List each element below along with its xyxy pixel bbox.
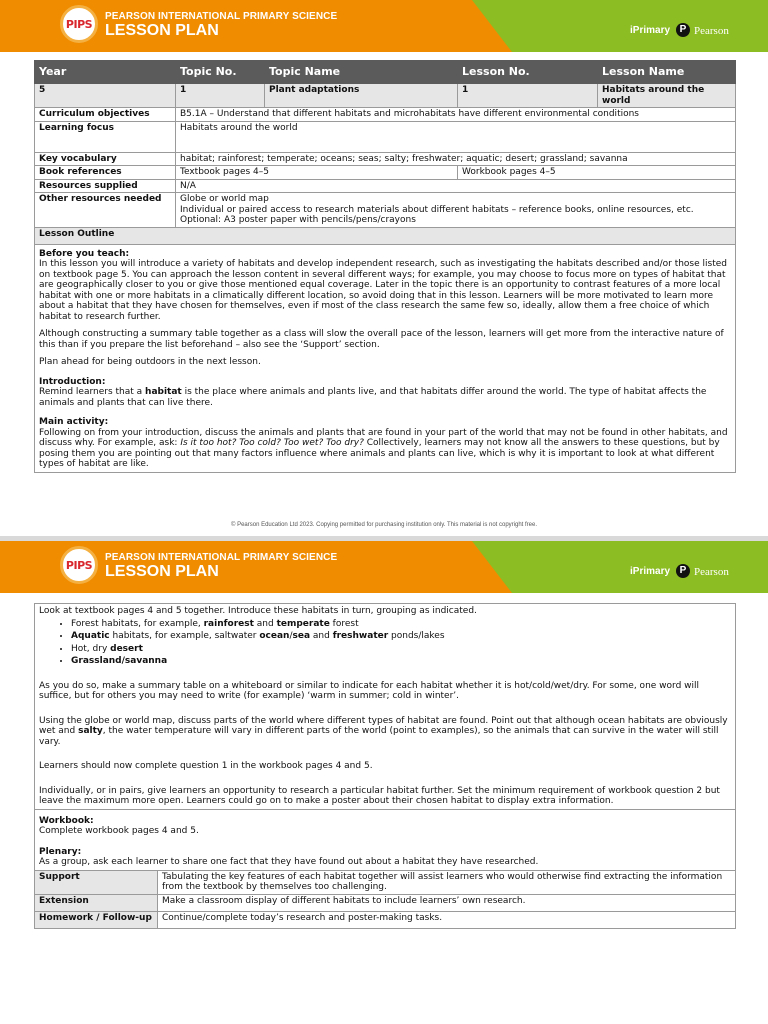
pearson-logo-icon: P: [676, 564, 690, 578]
text-span: sea: [292, 631, 311, 641]
resources-supplied-row: [35, 179, 736, 193]
habitat-list: [39, 619, 731, 667]
resources-supplied-label: Resources supplied: [35, 179, 176, 193]
text-span: , the water temperature will vary in different parts of the world (point to examples), so the animals that can survive in the water will still vary.: [39, 726, 719, 747]
list-item: [71, 656, 731, 667]
page-2: [0, 541, 768, 1024]
summary-table-paragraph: Although constructing a summary table together as a class will slow the overall pace of the lesson, learners will get more from the interactive nature of this than if you prepare the list beforehand – also see the ‘Support’ section.: [39, 329, 724, 350]
key-vocabulary-value: habitat; rainforest; temperate; oceans; seas; salty; freshwater; aquatic; desert; grassland; savanna: [176, 152, 736, 166]
other-resources-label: Other resources needed: [35, 193, 176, 228]
other-resource-line: Optional: A3 poster paper with pencils/pens/crayons: [180, 215, 416, 225]
text-span: and: [310, 631, 333, 641]
series-title: PEARSON INTERNATIONAL PRIMARY SCIENCE: [105, 552, 338, 563]
text-span: Collectively, learners may not know all the answers to these questions, but by posing them you are pointing out that many factors influence where animals and plants can live, which is why it is important to look at what different types of habitat are like.: [39, 438, 720, 469]
text-span: Aquatic: [71, 631, 110, 641]
header-lesson-name: Lesson Name: [598, 61, 736, 84]
learning-focus-label: Learning focus: [35, 121, 176, 152]
text-span: forest: [329, 618, 359, 629]
book-references-row: [35, 166, 736, 180]
other-resources-row: [35, 193, 736, 228]
header-year: Year: [35, 61, 176, 84]
text-span: and: [253, 618, 277, 629]
lesson-outline-heading: Lesson Outline: [35, 227, 736, 244]
extension-label: Extension: [35, 894, 158, 911]
textbook-intro-paragraph: Look at textbook pages 4 and 5 together. Introduce these habitats in turn, grouping as indicated.: [39, 606, 477, 616]
pips-logo-text: PIPS: [65, 558, 93, 572]
text-span: habitats, for example, saltwater: [109, 631, 260, 641]
year-value: 5: [35, 84, 176, 108]
pearson-wordmark: Pearson: [694, 566, 729, 578]
text-span: Grassland/savanna: [71, 656, 168, 666]
workbook-heading: Workbook:: [39, 815, 94, 826]
copyright-footer: © Pearson Education Ltd 2023. Copying permitted for purchasing institution only. This material is not copyright free.: [230, 522, 538, 528]
plenary-heading: Plenary:: [39, 846, 82, 857]
plenary-text: As a group, ask each learner to share one fact that they have found out about a habitat they have researched.: [39, 857, 539, 867]
research-paragraph: Individually, or in pairs, give learners an opportunity to research a particular habitat further. Set the minimum requirement of workbook question 2 but leave the maximum more open. Learners could go on to make a poster about their chosen habitat to display extra information.: [39, 785, 720, 806]
homework-label: Homework / Follow-up: [35, 911, 158, 928]
support-text: Tabulating the key features of each habitat together will assist learners who would otherwise find extracting the information from the textbook by themselves too challenging.: [158, 870, 736, 894]
lesson-outline-continued-row: [35, 604, 736, 810]
learning-focus-row: [35, 121, 736, 152]
before-you-teach-heading: Before you teach:: [39, 248, 130, 259]
pips-logo: [60, 5, 98, 43]
extension-text: Make a classroom display of different habitats to include learners’ own research.: [158, 894, 736, 911]
other-resource-line: Globe or world map: [180, 194, 269, 204]
learning-focus-value: Habitats around the world: [176, 121, 736, 152]
lesson-outline-heading-row: [35, 227, 736, 244]
introduction-heading: Introduction:: [39, 376, 106, 387]
support-row: [35, 870, 736, 894]
text-span: freshwater: [332, 631, 389, 641]
globe-paragraph: [39, 716, 731, 748]
main-activity-heading: Main activity:: [39, 417, 109, 427]
question-prompts: Is it too hot? Too cold? Too wet? Too dry?: [180, 438, 364, 448]
other-resource-line: Individual or paired access to research materials about different habitats – reference books, online resources, etc.: [180, 204, 694, 215]
document-type: LESSON PLAN: [105, 22, 219, 39]
list-item: [71, 631, 731, 642]
lesson-outline-body: [35, 244, 736, 472]
text-span: is the place where animals and plants live, and that habitats differ around the world. The type of habitat affects the animals and plants that can live there.: [39, 387, 707, 408]
lesson-plan-table: [34, 60, 736, 473]
habitat-term: habitat: [145, 387, 182, 397]
summary-table-paragraph: As you do so, make a summary table on a whiteboard or similar to indicate for each habitat whether it is hot/cold/wet/dry. For some, one word will suffice, but for others you may need to write (for example) ‘warm in summer; cold in winter’.: [39, 680, 700, 701]
lesson-plan-table-continued: [34, 603, 736, 929]
lesson-outline-row: [35, 244, 736, 472]
text-span: Following on from your introduction, discuss the animals and plants that are found in your part of the world that may not be found in other habitats, and discuss why. For example, ask:: [39, 427, 728, 448]
header-banner: [0, 541, 768, 593]
pearson-wordmark: Pearson: [694, 25, 729, 37]
pearson-logo-icon: P: [676, 23, 690, 37]
support-label: Support: [35, 870, 158, 894]
series-title: PEARSON INTERNATIONAL PRIMARY SCIENCE: [105, 11, 338, 22]
text-span: Hot, dry: [71, 643, 111, 654]
list-item: [71, 619, 731, 630]
workbook-reference: Workbook pages 4–5: [458, 166, 736, 180]
text-span: ocean: [259, 631, 290, 641]
header-lesson-no: Lesson No.: [458, 61, 598, 84]
pips-logo: [60, 546, 98, 584]
lesson-name-value: Habitats around the world: [598, 84, 736, 108]
header-topic-name: Topic Name: [265, 61, 458, 84]
header-banner: [0, 0, 768, 52]
text-span: salty: [78, 726, 103, 736]
text-span: Forest habitats, for example,: [71, 618, 204, 629]
extension-row: [35, 894, 736, 911]
workbook-text: Complete workbook pages 4 and 5.: [39, 826, 199, 836]
homework-row: [35, 911, 736, 928]
iprimary-logo: iPrimary: [630, 25, 671, 36]
workbook-plenary-row: [35, 809, 736, 870]
text-span: /: [289, 631, 293, 641]
text-span: temperate: [276, 618, 330, 629]
document-type: LESSON PLAN: [105, 563, 219, 580]
text-span: Remind learners that a: [39, 387, 146, 397]
question-one-paragraph: Learners should now complete question 1 in the workbook pages 4 and 5.: [39, 761, 373, 771]
curriculum-label: Curriculum objectives: [35, 108, 176, 122]
pips-logo-text: PIPS: [65, 17, 93, 31]
before-you-teach-paragraph: In this lesson you will introduce a variety of habitats and develop independent research, such as investigating the habitats described and/or those listed on textbook page 5. You can approach the lesson content in several different ways; for example, you may choose to focus more on types of habitat that are geographically closer to you or give those mentioned equal coverage. Later in the topic there is an opportunity to contrast features of a more local habitat with one or more habitats in a climatically different location, so avoid doing that in this lesson. Learners will be more motivated to learn more about a habitat that they have chosen for themselves, even if most of the class research the same few so, ideally, allow them a free choice of which habitat to research further.: [39, 259, 727, 322]
text-span: desert: [110, 643, 143, 654]
lesson-outline-continued: [35, 604, 736, 810]
introduction-paragraph: [39, 387, 731, 408]
text-span: rainforest: [203, 618, 254, 629]
table-header-row: [35, 61, 736, 84]
curriculum-row: [35, 108, 736, 122]
text-span: ponds/lakes: [388, 631, 445, 641]
key-vocabulary-row: [35, 152, 736, 166]
workbook-plenary-cell: [35, 809, 736, 870]
curriculum-value: B5.1A – Understand that different habitats and microhabitats have different environmental conditions: [176, 108, 736, 122]
key-vocabulary-label: Key vocabulary: [35, 152, 176, 166]
header-topic-no: Topic No.: [176, 61, 265, 84]
resources-supplied-value: N/A: [176, 179, 736, 193]
lesson-no-value: 1: [458, 84, 598, 108]
textbook-reference: Textbook pages 4–5: [176, 166, 458, 180]
topic-no-value: 1: [176, 84, 265, 108]
iprimary-logo: iPrimary: [630, 566, 671, 577]
main-activity-paragraph: [39, 428, 731, 470]
topic-name-value: Plant adaptations: [265, 84, 458, 108]
list-item: [71, 644, 731, 655]
text-span: Using the globe or world map, discuss parts of the world where different types of habitat are found. Point out that although ocean habitats are obviously wet and: [39, 715, 728, 736]
book-references-label: Book references: [35, 166, 176, 180]
homework-text: Continue/complete today’s research and poster-making tasks.: [158, 911, 736, 928]
plan-ahead-paragraph: Plan ahead for being outdoors in the next lesson.: [39, 357, 261, 367]
lesson-info-row: [35, 84, 736, 108]
other-resources-value: [176, 193, 736, 228]
